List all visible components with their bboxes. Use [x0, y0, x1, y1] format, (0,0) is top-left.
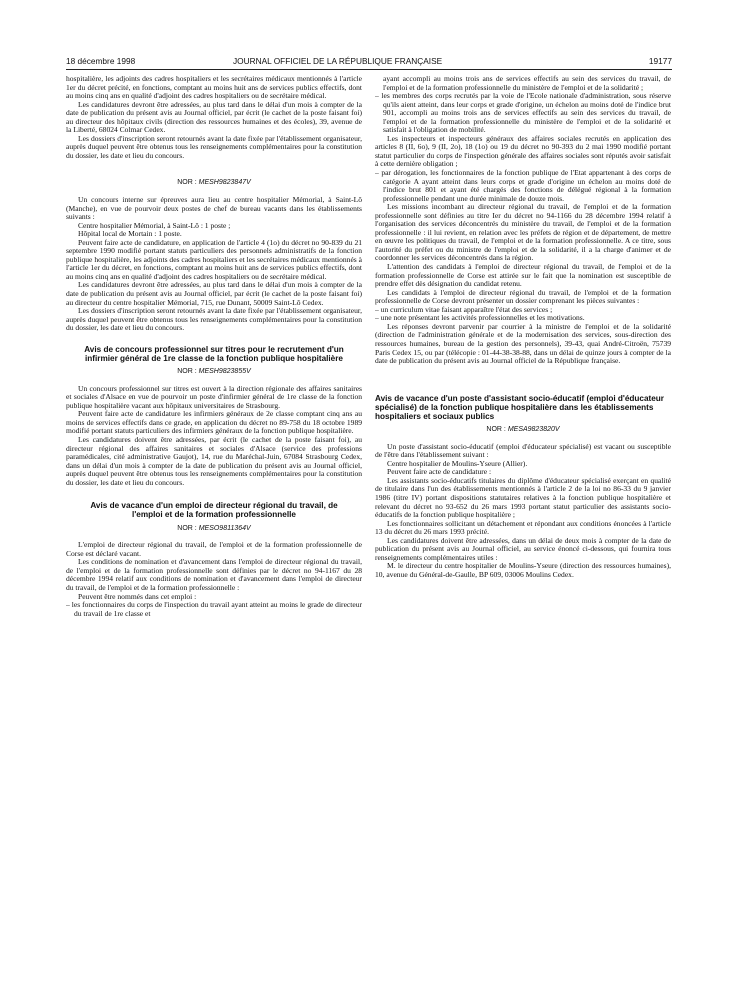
nor-code: MESH9823847V: [198, 179, 251, 187]
paragraph: Peuvent faire acte de candidature les infirmiers généraux de 2e classe comptant cinq ans au moins de services effectifs dans ce grade, en application du décret no 89-758 du 18 octobre 1989 modifié portant statuts particuliers des infirmiers généraux de la fonction publique hospitalière.: [66, 409, 362, 436]
paragraph: hospitalière, les adjoints des cadres hospitaliers et les secrétaires médicaux mentionnés à l'article 1er du décret précité, en fonctions, comptant au moins huit ans de services publics effectifs, dont au moins cinq ans en qualité d'adjoint des cadres hospitaliers ou de secrétaire médical.: [66, 75, 362, 101]
nor-code: MESH9823855V: [198, 368, 251, 376]
header-page-number: 19177: [648, 56, 672, 66]
header-date: 18 décembre 1998: [66, 56, 136, 66]
paragraph: Peuvent être nommés dans cet emploi :: [78, 591, 197, 601]
nor-code: MESA9823820V: [507, 426, 560, 434]
spacer: [375, 366, 671, 388]
list-item: – par dérogation, les fonctionnaires de la fonction publique de l'Etat appartenant à des corps de catégorie A ayant atteint dans leurs corps et grade d'origine un échelon au moins doté de l'indice brut 801 et ayant été chargés des fonctions de délégué régional à la formation professionnelle pendant une durée minimale de douze mois.: [375, 169, 671, 203]
paragraph: Les candidatures doivent être adressées, dans un délai de deux mois à compter de la date de publication du présent avis au Journal officiel, au service énoncé ci-dessous, qui fournira tous renseignements complémentaires utiles :: [375, 535, 671, 562]
paragraph: Hôpital local de Mortain : 1 poste.: [78, 229, 182, 239]
paragraph: Les réponses devront parvenir par courrier à la ministre de l'emploi et de la solidarité (direction de l'administration générale et de la modernisation des services, sous-direction des ressources humaines, bureau de la gestion des personnels), 39-43, quai André-Citroën, 75739 Paris Cedex 15, ou par (télécopie : 01-44-38-38-88, dans un délai de quinze jours à compter de la date de publication du présent avis au Journal officiel de la République française.: [375, 321, 671, 366]
nor-reference: [375, 426, 671, 435]
list-item: – les membres des corps recrutés par la voie de l'Ecole nationale d'administration, sous réserve qu'ils aient atteint, dans leur corps et grade d'origine, un échelon au moins doté de l'indice brut 901, accompli au moins trois ans de services effectifs au sein des services du travail, de l'emploi et de la formation professionnelle du ministère de l'emploi et de la solidarité et satisfait à l'obligation de mobilité.: [375, 92, 671, 135]
nor-reference: [66, 525, 362, 534]
spacer: [66, 160, 362, 174]
paragraph: Peuvent faire acte de candidature :: [387, 467, 492, 477]
nor-reference: [66, 179, 362, 188]
paragraph: Les candidatures devront être adressées, au plus tard dans le délai d'un mois à compter de la date de publication du présent avis au Journal officiel, par écrit (le cachet de la poste faisant foi) au directeur des hôpitaux civils (direction des ressources humaines et des écoles), 39, avenue de la Liberté, 68024 Colmar Cedex.: [66, 99, 362, 135]
right-column: [375, 75, 671, 980]
list-item: – les fonctionnaires du corps de l'inspection du travail ayant atteint au moins le grade de directeur du travail de 1re classe et: [66, 601, 362, 618]
paragraph: Les fonctionnaires sollicitant un détachement et répondant aux conditions énoncées à l'article 13 du décret du 26 mars 1993 précité.: [375, 518, 671, 537]
notice-heading: Avis de vacance d'un emploi de directeur régional du travail, de l'emploi et de la formation professionnelle: [90, 501, 338, 520]
left-column: [66, 75, 362, 980]
nor-label: NOR :: [177, 524, 197, 532]
list-item: – un curriculum vitae faisant apparaître l'état des services ;: [375, 306, 671, 315]
notice-heading: Avis de concours professionnel sur titres pour le recrutement d'un infirmier général de 1re classe de la fonction publique hospitalière: [84, 344, 344, 363]
paragraph: Les dossiers d'inscription seront retournés avant la date fixée par l'établissement organisateur, auprès duquel peuvent être obtenus tous les renseignements complémentaires pour la constitution du dossier, les date et lieu du concours.: [66, 133, 362, 160]
paragraph: Un concours interne sur épreuves aura lieu au centre hospitalier Mémorial, à Saint-Lô (Manche), en vue de pourvoir deux postes de chef de bureau vacants dans les établissements suivants :: [66, 195, 362, 222]
list-item: – une note présentant les activités professionnelles et les motivations.: [375, 314, 671, 323]
header-journal-title: JOURNAL OFFICIEL DE LA RÉPUBLIQUE FRANÇAISE: [233, 56, 443, 66]
paragraph: Un concours professionnel sur titres est ouvert à la direction régionale des affaires sanitaires et sociales d'Alsace en vue de pourvoir un poste d'infirmier général de 1re classe de la fonction publique hospitalière vacant aux hôpitaux universitaires de Strasbourg.: [66, 383, 362, 410]
paragraph: Les candidats à l'emploi de directeur régional du travail, de l'emploi et de la formation professionnelle de Corse devront présenter un dossier comprenant les pièces suivantes :: [375, 287, 671, 306]
paragraph: Les candidatures devront être adressées, au plus tard dans le délai d'un mois à compter de la date de publication du présent avis au Journal officiel, par écrit (le cachet de la poste faisant foi) au directeur du centre hospitalier Mémorial, 715, rue Dunant, 50009 Saint-Lô Cedex.: [66, 280, 362, 307]
paragraph: Les candidatures doivent être adressées, par écrit (le cachet de la poste faisant foi), au directeur régional des affaires sanitaires et sociales d'Alsace (service des professions paramédicales, cité administrative Gaujot), 14, rue du Maréchal-Juin, 67084 Strasbourg Cedex, dans un délai d'un mois à compter de la date de publication du présent avis au Journal officiel, auprès duquel peuvent être obtenus tous les renseignements complémentaires pour la constitution du dossier, les date et lieu du concours.: [66, 435, 362, 487]
page-header: [66, 56, 672, 70]
paragraph: Centre hospitalier de Moulins-Yseure (Allier).: [387, 458, 528, 468]
paragraph: Les dossiers d'inscription seront retournés avant la date fixée par l'établissement organisateur, auprès duquel peuvent être obtenus tous les renseignements complémentaires pour la constitution du dossier, les date et lieu du concours.: [66, 306, 362, 333]
nor-reference: [66, 368, 362, 377]
paragraph: L'emploi de directeur régional du travail, de l'emploi et de la formation professionnelle de Corse est déclaré vacant.: [66, 540, 362, 558]
nor-label: NOR :: [486, 426, 506, 434]
paragraph: Les assistants socio-éducatifs titulaires du diplôme d'éducateur spécialisé exerçant en qualité de titulaire dans l'un des établissements mentionnés à l'article 2 de la loi no 86-33 du 9 janvier 1986 (titre IV) portant dispositions statutaires relatives à la fonction publique hospitalière et relevant du décret no 93-652 du 26 mars 1993 portant statut particulier des assistants socio-éducatifs de la fonction publique hospitalière ;: [375, 475, 671, 520]
paragraph: Les missions incombant au directeur régional du travail, de l'emploi et de la formation professionnelle sont définies au titre Ier du décret no 94-1166 du 28 décembre 1994 relatif à l'organisation des services déconcentrés du ministère du travail, de l'emploi et de la formation professionnelle : il lui revient, en relation avec les préfets de région et de département, de mettre en œuvre les politiques du travail, de l'emploi et de la formation professionnelle. A ce titre, sous l'autorité du préfet ou du ministre de l'emploi et de la solidarité, il a la charge d'animer et de coordonner les services déconcentrés dans la région.: [375, 202, 671, 263]
paragraph: Les conditions de nomination et d'avancement dans l'emploi de directeur régional du travail, de l'emploi et de la formation professionnelle sont définies par le décret no 94-1167 du 28 décembre 1994 relatif aux conditions de nomination et d'avancement dans l'emploi de directeur du travail, de l'emploi et de la formation professionnelle :: [66, 557, 362, 592]
paragraph: L'attention des candidats à l'emploi de directeur régional du travail, de l'emploi et de la formation professionnelle de Corse est attirée sur le fait que la nomination est susceptible de prendre effet dès désignation du candidat retenu.: [375, 262, 671, 289]
nor-code: MESO9811364V: [198, 524, 251, 532]
paragraph: Un poste d'assistant socio-éducatif (emploi d'éducateur spécialisé) est vacant ou susceptible de l'être dans l'établissement suivant :: [375, 441, 671, 460]
paragraph: ayant accompli au moins trois ans de services effectifs au sein des services du travail, de l'emploi et de la formation professionnelle du ministère de l'emploi et de la solidarité ;: [383, 75, 671, 92]
nor-label: NOR :: [177, 179, 197, 187]
header-rule: [66, 69, 672, 70]
paragraph: Centre hospitalier Mémorial, à Saint-Lô : 1 poste ;: [78, 220, 231, 230]
nor-label: NOR :: [177, 368, 197, 376]
paragraph: M. le directeur du centre hospitalier de Moulins-Yseure (direction des ressources humaines), 10, avenue du Général-de-Gaulle, BP 609, 03006 Moulins Cedex.: [375, 561, 671, 579]
notice-heading: Avis de vacance d'un poste d'assistant socio-éducatif (emploi d'éducateur spécialisé) de la fonction publique hospitalière dans les établissements hospitaliers et sociaux publics: [375, 393, 664, 421]
paragraph: Peuvent faire acte de candidature, en application de l'article 4 (1o) du décret no 90-839 du 21 septembre 1990 modifié portant statuts particuliers des personnels administratifs de la fonction publique hospitalière, les adjoints des cadres hospitaliers et les secrétaires médicaux mentionnés à l'article 1er du décret, en fonctions, comptant au moins huit ans de services publics effectifs, dont au moins cinq ans en qualité d'adjoint des cadres hospitaliers ou de secrétaire médical.: [66, 237, 362, 281]
paragraph: Les inspecteurs et inspecteurs généraux des affaires sociales recrutés en application des articles 8 (II, 6o), 9 (II, 2o), 18 (1o) ou 19 du décret no 90-393 du 2 mai 1990 modifié portant statut particulier du corps de l'inspection générale des affaires sociales sont réputés avoir satisfait à cette dernière obligation ;: [375, 133, 671, 169]
